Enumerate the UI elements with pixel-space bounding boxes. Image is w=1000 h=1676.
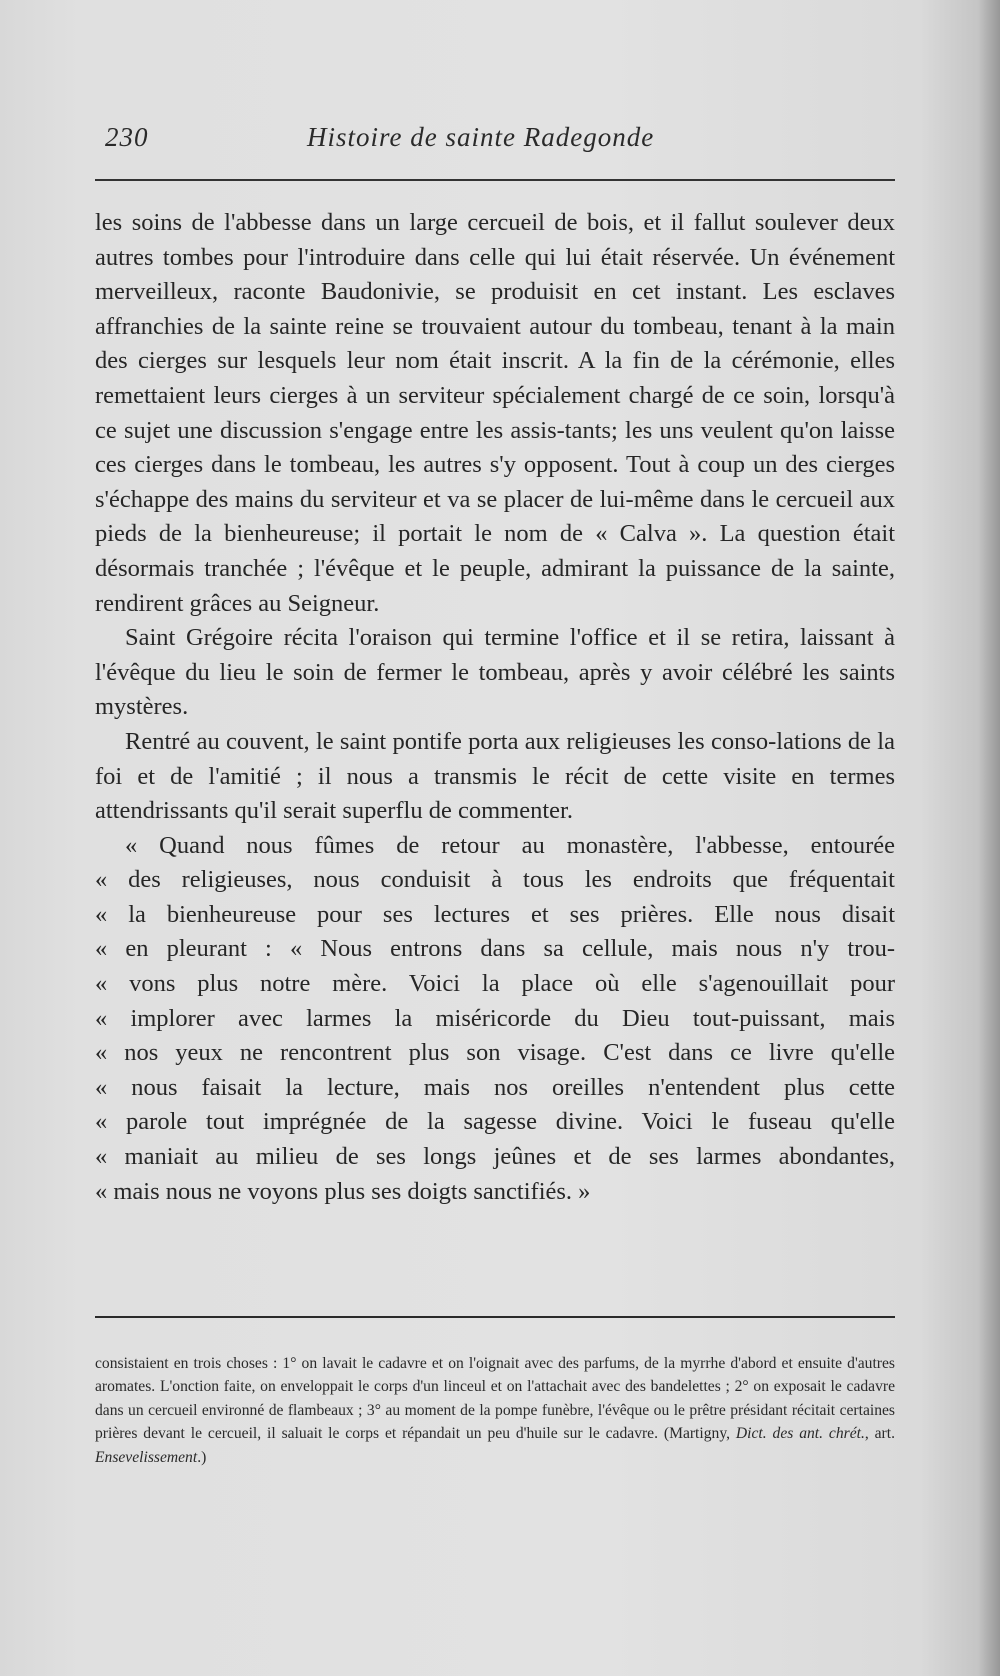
quote-line: « Quand nous fûmes de retour au monastère, l'abbesse, entourée xyxy=(125,831,895,859)
quote-line: « vons plus notre mère. Voici la place où elle s'agenouillait pour xyxy=(95,970,895,998)
quote-line: « en pleurant : « Nous entrons dans sa cellule, mais nous n'y trou- xyxy=(95,935,895,963)
paragraph: les soins de l'abbesse dans un large cercueil de bois, et il fallut soulever deux autres tombes pour l'introduire dans celle qui lui était réservée. Un événement merveilleux, raconte Baudonivie, se produisit en cet instant. Les esclaves affranchies de la sainte reine se trouvaient autour du tombeau, tenant à la main des cierges sur lesquels leur nom était inscrit. A la fin de la cérémonie, elles remettaient leurs cierges à un serviteur spécialement chargé de ce soin, lorsqu'à ce sujet une discussion s'engage entre les assis-tants; les uns veulent qu'on laisse ces cierges dans le tombeau, les autres s'y opposent. Tout à coup un des cierges s'échappe des mains du serviteur et va se placer de lui-même dans le cercueil aux pieds de la bienheureuse; il portait le nom de « Calva ». La question était désormais tranchée ; l'évêque et le peuple, admirant la puissance de la sainte, rendirent grâces au Seigneur. xyxy=(95,209,895,617)
quote-line: « mais nous ne voyons plus ses doigts sanctifiés. » xyxy=(95,1177,591,1205)
paragraph: Rentré au couvent, le saint pontife porta aux religieuses les conso-lations de la foi et de l'amitié ; il nous a transmis le récit de cette visite en termes attendrissants qu'il serait superflu de commenter. xyxy=(95,727,895,825)
quote-line: « implorer avec larmes la miséricorde du Dieu tout-puissant, mais xyxy=(95,1004,895,1032)
quote-line: « parole tout imprégnée de la sagesse divine. Voici le fuseau qu'elle xyxy=(95,1108,895,1136)
quote-line: « nous faisait la lecture, mais nos oreilles n'entendent plus cette xyxy=(95,1073,895,1101)
paragraph: Saint Grégoire récita l'oraison qui termine l'office et il se retira, laissant à l'évêque du lieu le soin de fermer le tombeau, après y avoir célébré les saints mystères. xyxy=(95,624,895,721)
footnote xyxy=(95,1352,895,1469)
page-number: 230 xyxy=(105,122,149,152)
running-title: Histoire de sainte Radegonde xyxy=(307,122,655,152)
quote-line: « des religieuses, nous conduisit à tous les endroits que fréquentait xyxy=(95,866,895,894)
header-rule xyxy=(95,179,895,181)
quote-line: « nos yeux ne rencontrent plus son visage. C'est dans ce livre qu'elle xyxy=(95,1039,895,1067)
running-header xyxy=(95,122,895,162)
footnote-article: Ensevelissement xyxy=(95,1448,198,1466)
footnote-source-title: Dict. des ant. chrét. xyxy=(735,1425,865,1443)
footnote-text: consistaient en trois choses : 1° on lavait le cadavre et on l'oignait avec des parfums, de la myrrhe d'abord et ensuite d'autres aromates. L'onction faite, on enveloppait le corps d'un linceul et on l'attachait avec des bandelettes ; 2° on exposait le cadavre dans un cercueil environné de flambeaux ; 3° au moment de la pompe funèbre, l'évêque ou le prêtre présidant récitait certaines prières devant le cercueil, il saluait le corps et répandait un peu d'huile sur le cadavre. (Martigny, xyxy=(95,1355,895,1443)
quote-line: « maniait au milieu de ses longs jeûnes et de ses larmes abondantes, xyxy=(95,1143,895,1171)
quotation-block xyxy=(95,829,895,1210)
page-edge-shadow xyxy=(978,0,1000,1676)
quote-line: « la bienheureuse pour ses lectures et ses prières. Elle nous disait xyxy=(95,900,895,928)
main-text xyxy=(95,206,895,1209)
footnote-rule xyxy=(95,1316,895,1318)
footnote-text: , art. xyxy=(864,1425,895,1443)
footnote-text: .) xyxy=(197,1448,207,1466)
